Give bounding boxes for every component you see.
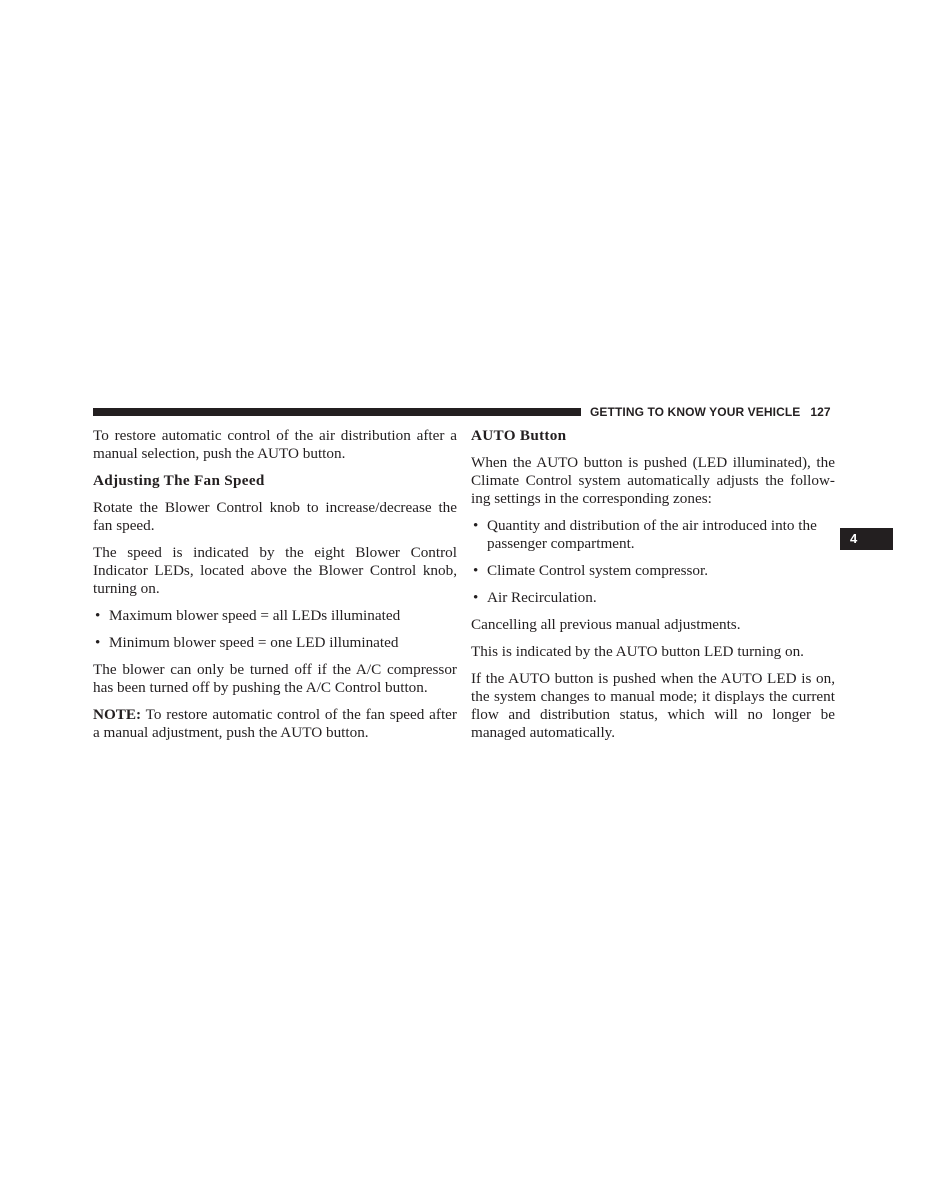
running-title: GETTING TO KNOW YOUR VEHICLE xyxy=(590,405,801,419)
left-column xyxy=(93,427,457,751)
bullet-icon: • xyxy=(473,517,479,534)
paragraph: If the AUTO button is pushed when the AUTO LED is on, the system changes to manual mode; it displays the current flow and distribution status, which will no longer be managed automatically. xyxy=(471,670,835,741)
paragraph: When the AUTO button is pushed (LED illuminated), the Climate Control system automatically adjusts the follow-ing settings in the corresponding zones: xyxy=(471,454,835,507)
list-item-text: Quantity and distribution of the air introduced into the passenger compartment. xyxy=(487,517,817,552)
bullet-list xyxy=(93,607,457,652)
paragraph: The blower can only be turned off if the A/C compressor has been turned off by pushing the A/C Control button. xyxy=(93,661,457,696)
list-item xyxy=(471,517,835,553)
note-text: To restore automatic control of the fan speed after a manual adjustment, push the AUTO button. xyxy=(93,706,457,741)
list-item xyxy=(471,562,835,580)
page-number: 127 xyxy=(810,405,831,419)
list-item xyxy=(471,589,835,607)
paragraph: This is indicated by the AUTO button LED turning on. xyxy=(471,643,804,660)
note-label: NOTE: xyxy=(93,706,142,723)
section-heading-auto-button: AUTO Button xyxy=(471,427,567,444)
section-heading-fan-speed: Adjusting The Fan Speed xyxy=(93,472,265,489)
list-item-text: Minimum blower speed = one LED illuminated xyxy=(109,634,399,651)
header-rule xyxy=(93,408,581,416)
paragraph: Cancelling all previous manual adjustments. xyxy=(471,616,741,633)
chapter-tab: 4 xyxy=(840,528,893,550)
bullet-icon: • xyxy=(95,634,101,651)
bullet-icon: • xyxy=(473,589,479,606)
bullet-icon: • xyxy=(95,607,101,624)
bullet-icon: • xyxy=(473,562,479,579)
list-item-text: Maximum blower speed = all LEDs illuminated xyxy=(109,607,401,624)
bullet-list xyxy=(471,517,835,607)
list-item xyxy=(93,607,457,625)
note-paragraph xyxy=(93,706,457,742)
intro-paragraph: To restore automatic control of the air distribution after a manual selection, push the AUTO button. xyxy=(93,427,457,462)
running-header xyxy=(590,405,831,421)
list-item-text: Air Recirculation. xyxy=(487,589,597,606)
paragraph: Rotate the Blower Control knob to increase/decrease the fan speed. xyxy=(93,499,457,534)
list-item-text: Climate Control system compressor. xyxy=(487,562,709,579)
paragraph: The speed is indicated by the eight Blower Control Indicator LEDs, located above the Blower Control knob, turning on. xyxy=(93,544,457,597)
list-item xyxy=(93,634,457,652)
right-column xyxy=(471,427,835,751)
